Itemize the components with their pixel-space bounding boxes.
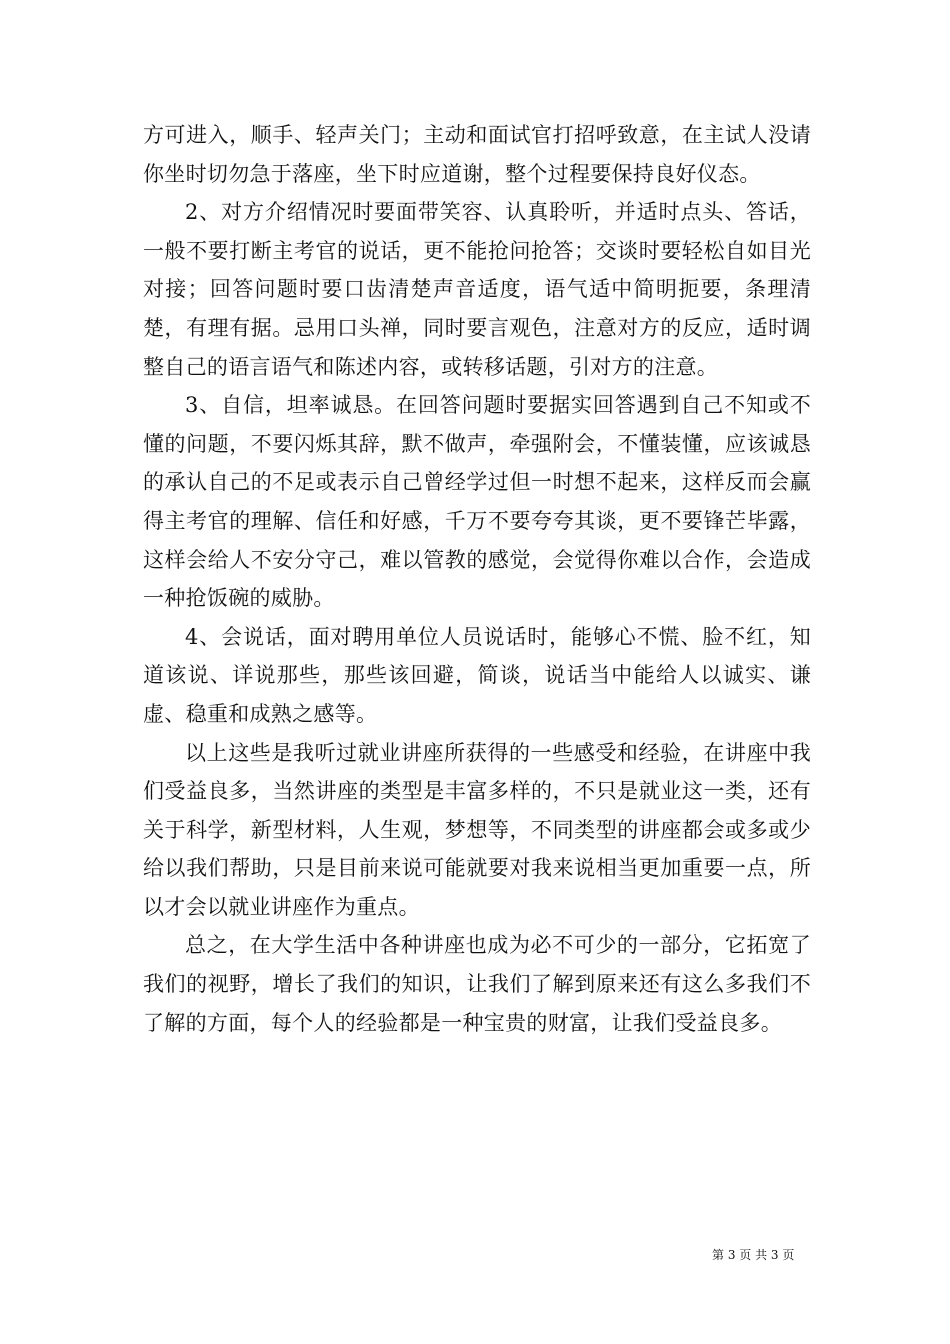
paragraph-4: 4、会说话，面对聘用单位人员说话时，能够心不慌、脸不红，知道该说、详说那些，那些该回避，简谈，说话当中能给人以诚实、谦虚、稳重和成熟之感等。 (143, 624, 811, 726)
paragraph-1: 方可进入，顺手、轻声关门；主动和面试官打招呼致意，在主试人没请你坐时切勿急于落座，坐下时应道谢，整个过程要保持良好仪态。 (143, 123, 811, 186)
paragraph-3: 3、自信，坦率诚恳。在回答问题时要据实回答遇到自己不知或不懂的问题，不要闪烁其辞，默不做声，牵强附会，不懂装懂，应该诚恳的承认自己的不足或表示自己曾经学过但一时想不起来，这样反而会赢得主考官的理解、信任和好感，千万不要夸夸其谈，更不要锋芒毕露，这样会给人不安分守己，难以管教的感觉，会觉得你难以合作，会造成一种抢饭碗的威胁。 (143, 393, 811, 611)
paragraph-2: 2、对方介绍情况时要面带笑容、认真聆听，并适时点头、答话，一般不要打断主考官的说话，更不能抢问抢答；交谈时要轻松自如目光对接；回答问题时要口齿清楚声音适度，语气适中简明扼要，条理清楚，有理有据。忌用口头禅，同时要言观色，注意对方的反应，适时调整自己的语言语气和陈述内容，或转移话题，引对方的注意。 (143, 200, 811, 379)
paragraph-5: 以上这些是我听过就业讲座所获得的一些感受和经验，在讲座中我们受益良多，当然讲座的类型是丰富多样的，不只是就业这一类，还有关于科学，新型材料，人生观，梦想等，不同类型的讲座都会或多或少给以我们帮助，只是目前来说可能就要对我来说相当更加重要一点，所以才会以就业讲座作为重点。 (143, 740, 811, 919)
page-number-footer: 第 3 页 共 3 页 (712, 1248, 795, 1262)
body-text (143, 116, 811, 1042)
paragraph-6: 总之，在大学生活中各种讲座也成为必不可少的一部分，它拓宽了我们的视野，增长了我们的知识，让我们了解到原来还有这么多我们不了解的方面，每个人的经验都是一种宝贵的财富，让我们受益良多。 (143, 933, 811, 1035)
